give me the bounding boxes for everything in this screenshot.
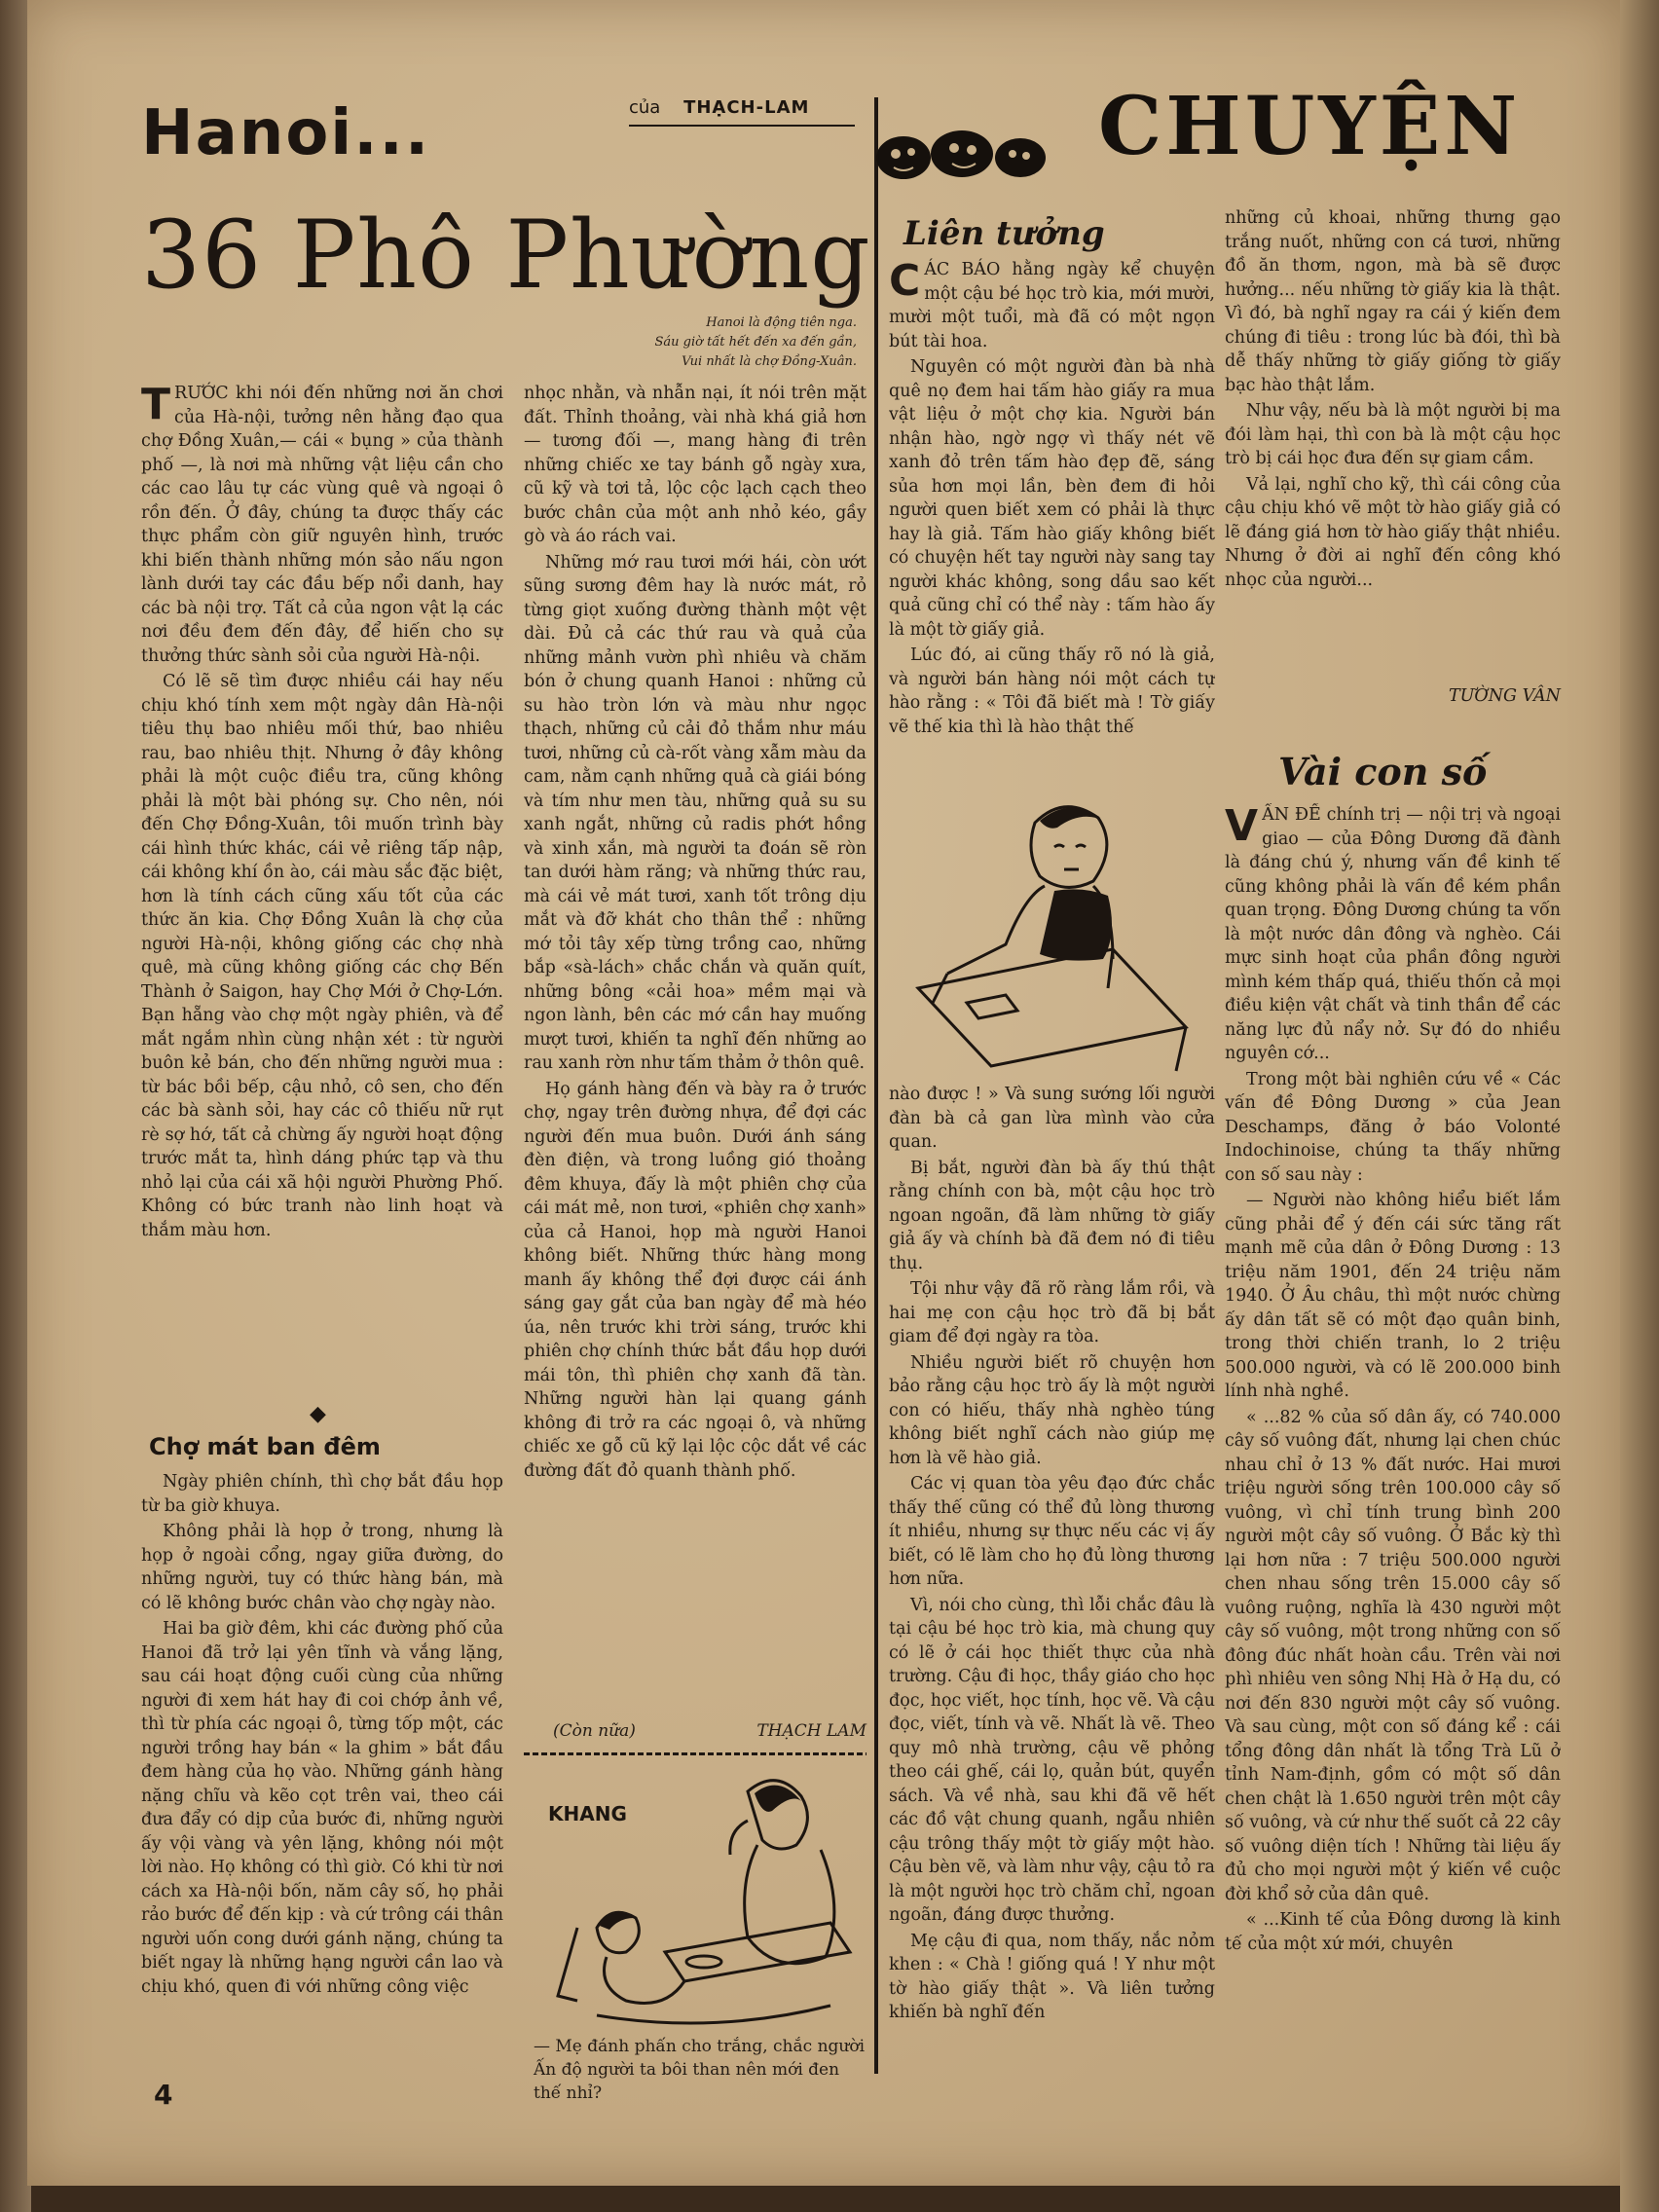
paragraph: Lúc đó, ai cũng thấy rõ nó là giả, và người bán hàng nói một cách tự hào rằng : « Tôi đã biết mà ! Tờ giấy vẽ thế kia thì là hào thật thế — [889, 645, 1215, 737]
paragraph: — Người nào không hiểu biết lắm cũng phải để ý đến cái sức tăng rất mạnh mẽ của dân ở Đông Dương : 13 triệu năm 1901, đến 24 triệu năm 1940. Ở Âu châu, thì một nước chừng ấy dân tất sẽ có một đạo quân binh, trong thời chiến tranh, lo 2 triệu 500.000 người, và có lẽ 200.000 binh lính nhà nghề. — [1225, 1191, 1561, 1401]
ornament-diamond: ◆ — [310, 1402, 326, 1426]
column-2 — [524, 382, 866, 1715]
epigraph-line-1: Hanoi là động tiên nga. — [706, 315, 857, 330]
paragraph: Vả lại, nghĩ cho kỹ, thì cái công của cậu chịu khó vẽ một tờ hào giấy giả có lẽ đáng giá hơn tờ hào giấy thật nhiều. Nhưng ở đời ai nghĩ đến công khó nhọc của người... — [1225, 474, 1561, 590]
paragraph: Mẹ cậu đi qua, nom thấy, nắc nỏm khen : « Chà ! giống quá ! Y như một tờ hào giấy thật ». Và liên tưởng khiến bà nghĩ đến — [889, 1931, 1215, 2022]
byline-underline — [629, 125, 855, 127]
column-1-continued — [141, 1470, 503, 2074]
paragraph: Vì, nói cho cùng, thì lỗi chắc đâu là tại cậu bé học trò kia, mà chung quy có lẽ ở cái học thiết thực của nhà trường. Cậu đi học, thầy giáo cho học đọc, học viết, học tính, học vẽ. Và cậu đọc, viết, tính và vẽ. Nhất là vẽ. Theo quy mô nhà trường, cậu vẽ phỏng theo cái ghế, cái lọ, quản bút, quyển sách. Và về nhà, sau khi đã vẽ hết các đồ vật chung quanh, ngẫu nhiên cậu trông thấy một tờ giấy một hào. Cậu bèn vẽ, và làm như vậy, cậu tỏ ra là một người học trò chăm chỉ, ngoan ngoãn, đáng được thưởng. — [889, 1595, 1215, 1925]
paragraph: những củ khoai, những thưng gạo trắng nuốt, những con cá tươi, những đồ ăn thơm, ngon, mà bà sẽ được hưởng... nếu những tờ giấy kia là thật. Vì đó, bà nghĩ ngay ra cái ý kiến đem chúng đi tiêu : trong lúc bà đói, thì bà dễ thấy những tờ giấy giống tờ giấy bạc hào thật lắm. — [1225, 208, 1561, 395]
paragraph: Trong một bài nghiên cứu về « Các vấn đề Đông Dương » của Jean Deschamps, đăng ở báo Volonté Indochinoise, chúng ta thấy những con số sau này : — [1225, 1069, 1561, 1185]
binding-edge-right — [1620, 0, 1659, 2212]
header-ornament-icon — [865, 117, 1059, 195]
heading-lien-tuong: Liên tưởng — [903, 214, 1105, 253]
paragraph: Những mớ rau tươi mới hái, còn ướt sũng sương đêm hay là nước mát, rỏ từng giọt xuống đường thành một vệt dài. Đủ cả các thứ rau và quả của những mảnh vườn phì nhiêu và chăm bón ở chung quanh Hanoi : những củ su hào tròn lớn và màu như ngọc thạch, những củ cải đỏ thắm như máu tươi, những củ cà-rốt vàng xẫm màu da cam, nằm cạnh những quả cà giái bóng và tím như men tàu, những quả su su xanh ngắt, những củ radis phớt hồng và xinh xắn, mà người ta đoán sẽ ròn tan dưới hàm răng; và những thức rau, mà cái vẻ mát tươi, xanh tốt trông dịu mắt và đỡ khát cho thân thể : những mớ tỏi tây xếp từng trồng cao, những bắp «sà-lách» chắc chắn và quăn quít, những bông «cải hoa» mềm mại và ngon lành, bên các mớ cần hay muống mượt tươi, khiến ta nghĩ đến những ao rau xanh rờn như tấm thảm ở thôn quê. — [524, 552, 866, 1073]
byline-prefix: của — [629, 97, 661, 118]
illustration-schoolboy-drawing — [908, 793, 1210, 1076]
drop-cap: V — [1225, 803, 1259, 851]
illustration-caption: — Mẹ đánh phấn cho trắng, chắc người Ấn độ người ta bôi than nên mới đen thế nhỉ? — [534, 2037, 866, 2103]
to-be-continued: (Còn nữa) — [553, 1721, 636, 1741]
paragraph: Không phải là họp ở trong, nhưng là họp ở ngoài cổng, ngay giữa đường, do những người, tuy có thức hàng bán, mà có lẽ không bước chân vào chợ ngày nào. — [141, 1522, 503, 1613]
epigraph-line-3: Vui nhất là chợ Đồng-Xuân. — [682, 354, 857, 369]
paragraph: « ...Kinh tế của Đông dương là kinh tế của một xứ mới, chuyên — [1225, 1910, 1561, 1954]
paragraph: Hai ba giờ đêm, khi các đường phố của Hanoi đã trở lại yên tĩnh và vắng lặng, sau cái hoạt động cuối cùng của những người đi xem hát hay đi coi chớp ảnh về, thì từ phía các ngoại ô, từng tốp một, các người trồng hay bán « la ghim » bắt đầu đem hàng của họ vào. Những gánh hàng nặng chĩu và kẽo cọt trên vai, theo cái đưa đẩy có dịp của bước đi, những người ấy vội vàng và yên lặng, không nói một lời nào. Họ không có thì giờ. Có khi từ nơi cách xa Hà-nội bốn, năm cây số, họ phải rảo bước để đến kịp : và cứ trông cái thân người uốn cong dưới gánh nặng, chúng ta biết ngay là những hạng người cần lao và chịu khó, quen đi với những công việc — [141, 1619, 503, 1997]
paragraph: Nhiều người biết rõ chuyện hơn bảo rằng cậu học trò ấy là một người con có hiếu, thấy nhà nghèo túng không biết nghĩ cách nào giúp mẹ hơn là vẽ hào giả. — [889, 1352, 1215, 1468]
subhead-cho-mat-ban-dem: Chợ mát ban đêm — [149, 1433, 381, 1460]
article-title: 36 Phô Phường — [141, 201, 871, 310]
column-4 — [1225, 206, 1561, 679]
drop-cap: T — [141, 382, 171, 429]
paragraph: « ...82 % của số dân ấy, có 740.000 cây số vuông đất, nhưng lại chen chúc nhau chỉ ở 13 % đất nước. Hai mươi triệu người sống trên 100.000 cây số vuông, vì chỉ tính trung bình 200 người một cây số vuông. Ở Bắc kỳ thì lại hơn nữa : 7 triệu 500.000 người chen nhau sống trên 15.000 cây số vuông ruộng, nghĩa là 430 người một cây số vuông, một trong những con số đông đúc nhất hoàn cầu. Trên vài nơi phì nhiêu ven sông Nhị Hà ở Hạ du, có nơi đến 830 người một cây số vuông. Và sau cùng, một con số đáng kể : cái tổng đông dân nhất là tổng Trà Lũ ở tỉnh Nam-định, gồm có một số dân chen chật là 1.650 người trên một cây số vuông, và cứ như thế suốt cả 22 cây số vuông diện tích ! Những tài liệu ấy đủ cho mọi người một ý kiến về cuộc đời khổ sở của dân quê. — [1225, 1407, 1561, 1904]
signature-tuong-van: TƯỜNG VÂN — [1448, 686, 1561, 706]
heading-vai-con-so: Vài con số — [1278, 750, 1488, 793]
divider-dotted — [524, 1752, 866, 1755]
paragraph-text: ẤN ĐỀ chính trị — nội trị và ngoại giao — của Đông Dương đã đành là đáng chú ý, nhưng vấn đề kinh tế cũng không phải là vấn đề kém phần quan trọng. Đông Dương chúng ta vốn là một nước dân đông và nghèo. Cái mực sinh hoạt của phần đông người mình kém thấp quá, thiếu thốn cả mọi điều kiện vật chất và tinh thần để các năng lực đủ nẩy nở. Sự đó do nhiều nguyên cớ... — [1225, 805, 1561, 1063]
epigraph-line-2: Sáu giờ tất hết đến xa đến gần, — [654, 335, 857, 350]
paragraph: Tội như vậy đã rõ ràng lắm rồi, và hai mẹ con cậu học trò đã bị bắt giam để đợi ngày ra tòa. — [889, 1279, 1215, 1346]
center-column-rule — [874, 97, 878, 2074]
drop-cap: C — [889, 258, 921, 306]
paragraph-text: RƯỚC khi nói đến những nơi ăn chơi của Hà-nội, tưởng nên hằng đạo qua chợ Đồng Xuân,— cái « bụng » của thành phố —, là nơi mà những vật liệu cần cho các cao lâu tự các vùng quê và ngoại ô rồn đến. Ở đây, chúng ta được thấy các thực phẩm còn giữ nguyên hình, trước khi biến thành những món sảo nấu ngon lành dưới tay các đầu bếp nổi danh, hay các bà nội trợ. Tất cả của ngon vật lạ các nơi đều đem đến đây, để hiến cho sự thưởng thức sành sỏi của người Hà-nội. — [141, 384, 503, 666]
paragraph: nhọc nhằn, và nhẫn nại, ít nói trên mặt đất. Thỉnh thoảng, vài nhà khá giả hơn — tương đối —, mang hàng đi trên những chiếc xe tay bánh gỗ ngày xưa, cũ kỹ và tơi tả, lộc cộc lạch cạch theo bước chân của một anh nhỏ kéo, gầy gò và áo rách vai. — [524, 384, 866, 546]
paragraph — [889, 258, 1215, 353]
masthead-hanoi: Hanoi... — [141, 97, 431, 169]
paragraph: Bị bắt, người đàn bà ấy thú thật rằng chính con bà, một cậu học trò ngoan ngoãn, đã làm những tờ giấy giả ấy và chính bà đã đem nó đi tiêu thụ. — [889, 1158, 1215, 1273]
column-3 — [889, 258, 1215, 764]
paragraph: Nguyên có một người đàn bà nhà quê nọ đem hai tấm hào giấy ra mua vật liệu ở một chợ kia. Người bán nhận hào, ngờ ngợ vì thấy nét vẽ xanh đỏ trên tấm hào đẹp đẽ, sáng sủa hơn mọi lần, bèn đem đi hỏi người quen biết xem có phải là thực hay là giả. Tấm hào giấy không biết có chuyện hết tay người này sang tay người khác không, song dầu sao kết quả cũng chỉ có thể này : tấm hào ấy là một tờ giấy giả. — [889, 357, 1215, 640]
paragraph — [1225, 803, 1561, 1066]
paragraph: Ngày phiên chính, thì chợ bắt đầu họp từ ba giờ khuya. — [141, 1472, 503, 1516]
page-number: 4 — [154, 2079, 173, 2111]
column-4-continued — [1225, 803, 1561, 2079]
signature-line — [524, 1721, 866, 1741]
paragraph: Có lẽ sẽ tìm được nhiều cái hay nếu chịu khó tính xem một ngày dân Hà-nội tiêu thụ bao nhiêu mối thứ, bao nhiêu rau, bao nhiêu thịt. Nhưng ở đây không phải là một cuộc điều tra, cũng không phải là một bài phóng sự. Cho nên, nói đến Chợ Đồng-Xuân, tôi muốn trình bày cái hình thức khác, cái vẻ riêng tấp nập, cái không khí ồn ào, cái màu sắc đặc biệt, hơn là tính cách cũng xấu tốt của các thức ăn kia. Chợ Đồng Xuân là chợ của người Hà-nội, không giống các chợ nhà quê, mà cũng không giống các chợ Bến Thành ở Saigon, hay Chợ Mới ở Chợ-Lớn. Bạn hẵng vào chợ một ngày phiên, và để mắt ngắm nhìn cùng nhận xét : từ người buôn kẻ bán, cho đến những người mua : từ bác bồi bếp, cậu nhỏ, cô sen, cho đến các bà sành sỏi, hay các cô thiếu nữ rụt rè sợ hớ, tất cả chừng ấy người hoạt động trước mắt ta, hình dáng phức tạp và thu nhỏ lại của cái xã hội người Phường Phố. Không có bức tranh nào linh hoạt và thắm màu hơn. — [141, 672, 503, 1240]
column-1 — [141, 382, 503, 1448]
paragraph-text: ÁC BÁO hằng ngày kể chuyện một cậu bé học trò kia, mới mười, mười một tuổi, mà đã có một ngọn bút tài hoa. — [889, 260, 1215, 351]
paragraph — [141, 382, 503, 668]
byline — [629, 97, 809, 118]
newspaper-page — [27, 0, 1624, 2186]
illustrator-credit: KHANG — [548, 1802, 627, 1825]
section-title-chuyen: CHUYỆN — [1098, 80, 1522, 173]
column-3-continued — [889, 1083, 1215, 2076]
epigraph — [572, 313, 857, 372]
illustration-mother-child — [538, 1762, 860, 2035]
paragraph: Các vị quan tòa yêu đạo đức chắc thấy thế cũng có thể đủ lòng thương ít nhiều, nhưng sự thực nếu các vị ấy biết, có lẽ làm cho họ đủ lòng thương hơn nữa. — [889, 1474, 1215, 1589]
byline-author: THẠCH-LAM — [683, 97, 810, 118]
paragraph: Họ gánh hàng đến và bày ra ở trước chợ, ngay trên đường nhựa, để đợi các người đến mua buôn. Dưới ánh sáng đèn điện, và trong luồng gió thoảng đêm khuya, đấy là một phiên chợ của cái mát mẻ, non tươi, «phiên chợ xanh» của cả Hanoi, họp mà người Hanoi không biết. Những thức hàng mong manh ấy không thể đợi được cái ánh sáng gay gắt của ban ngày để mà héo úa, nên trước khi trời sáng, trước khi phiên chợ chính thức bắt đầu họp dưới mái tôn, thì phiên chợ xanh đã tàn. Những người hàn lại quang gánh không đi trở ra các ngoại ô, và những chiếc xe gỗ cũ kỹ lại lộc cộc dắt về các đường đất đỏ quanh thành phố. — [524, 1079, 866, 1481]
author-signature: THẠCH LAM — [756, 1721, 866, 1741]
paragraph: Như vậy, nếu bà là một người bị ma đói làm hại, thì con bà là một cậu học trò bị cái học đưa đến sự giam cầm. — [1225, 401, 1561, 468]
paragraph: nào được ! » Và sung sướng lối người đàn bà cả gan lừa mình vào cửa quan. — [889, 1085, 1215, 1152]
